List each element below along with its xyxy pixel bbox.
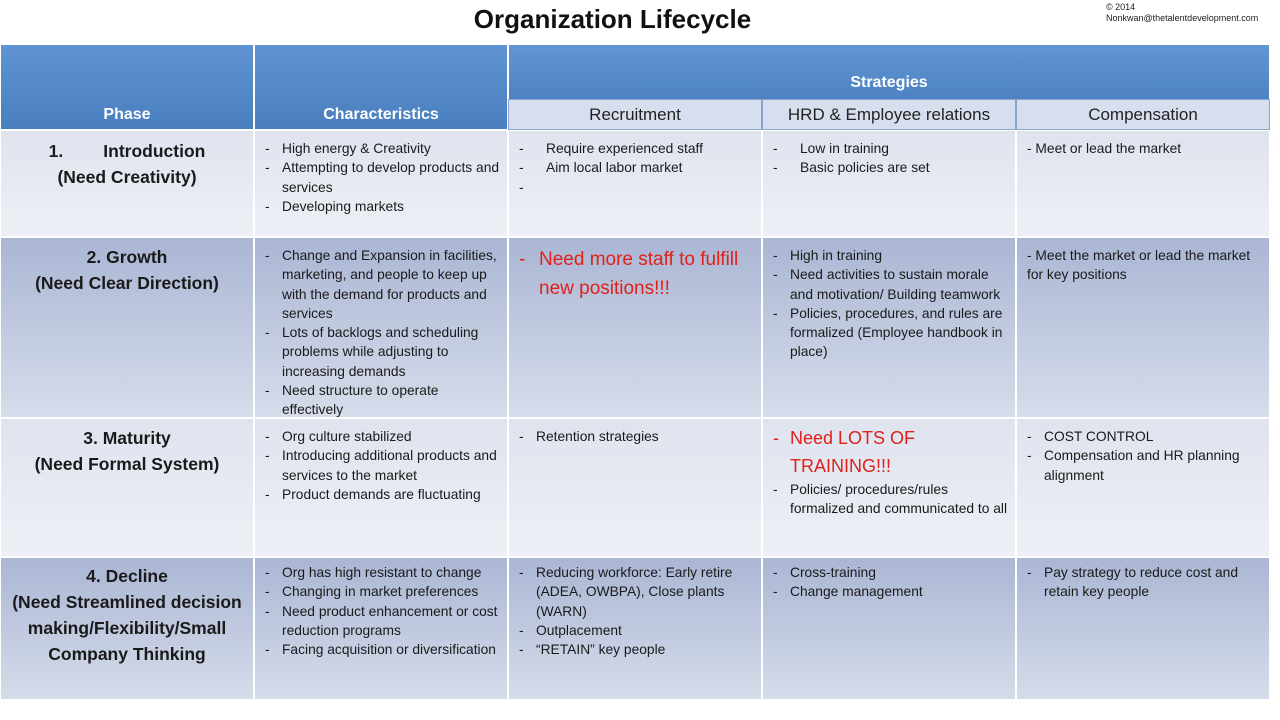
- header-recruitment: Recruitment: [508, 99, 762, 130]
- list-item: - Facing acquisition or diversification: [265, 640, 501, 659]
- recruitment-maturity: [508, 418, 762, 557]
- list-item: - Outplacement: [519, 621, 755, 640]
- hrd-maturity: [762, 418, 1016, 557]
- list-item: - Developing markets: [265, 197, 501, 216]
- list-item: - Changing in market preferences: [265, 582, 501, 601]
- list-item: - Low in training: [773, 139, 1009, 158]
- header-hrd: HRD & Employee relations: [762, 99, 1016, 130]
- phase-need: (Need Clear Direction): [35, 273, 219, 293]
- recruitment-introduction: [508, 130, 762, 237]
- list-item: - Change and Expansion in facilities, marketing, and people to keep up with the demand for products and services: [265, 246, 501, 323]
- author-email: Nonkwan@thetalentdevelopment.com: [1106, 13, 1259, 23]
- list-item: - Org culture stabilized: [265, 427, 501, 446]
- list-item: - COST CONTROL: [1027, 427, 1263, 446]
- compensation-introduction: - Meet or lead the market: [1016, 130, 1270, 237]
- phase-name: Introduction: [103, 141, 206, 161]
- compensation-maturity: [1016, 418, 1270, 557]
- list-item: - Introducing additional products and services to the market: [265, 446, 501, 485]
- compensation-growth: - Meet the market or lead the market for key positions: [1016, 237, 1270, 418]
- header-strategies: Strategies: [508, 44, 1270, 100]
- highlight-text: - Need LOTS OF TRAINING!!!: [773, 424, 1009, 480]
- phase-need: (Need Streamlined decision making/Flexibility/Small Company Thinking: [12, 592, 242, 664]
- list-item: - Need activities to sustain morale and motivation/ Building teamwork: [773, 265, 1009, 304]
- phase-need: (Need Formal System): [34, 454, 220, 474]
- list-item: - Attempting to develop products and services: [265, 158, 501, 197]
- phase-growth: [0, 237, 254, 418]
- characteristics-introduction: [254, 130, 508, 237]
- phase-name: 2. Growth: [86, 247, 168, 267]
- list-item: - Aim local labor market: [519, 158, 755, 177]
- list-item: - Compensation and HR planning alignment: [1027, 446, 1263, 485]
- phase-decline: [0, 557, 254, 700]
- list-item: - Require experienced staff: [519, 139, 755, 158]
- phase-number: 1.: [48, 141, 64, 161]
- phase-name: 3. Maturity: [83, 428, 171, 448]
- recruitment-decline: [508, 557, 762, 700]
- list-item: - Need product enhancement or cost reduction programs: [265, 602, 501, 641]
- list-item: - Retention strategies: [519, 427, 755, 446]
- phase-introduction: [0, 130, 254, 237]
- list-item: - Lots of backlogs and scheduling problems while adjusting to increasing demands: [265, 323, 501, 381]
- characteristics-maturity: [254, 418, 508, 557]
- list-item: - Basic policies are set: [773, 158, 1009, 177]
- compensation-decline: [1016, 557, 1270, 700]
- phase-name: 4. Decline: [86, 566, 168, 586]
- list-item: - Cross-training: [773, 563, 1009, 582]
- list-item: - High in training: [773, 246, 1009, 265]
- list-item: - Pay strategy to reduce cost and retain key people: [1027, 563, 1263, 602]
- header-characteristics: Characteristics: [254, 44, 508, 130]
- header-phase: Phase: [0, 44, 254, 130]
- list-item: - “RETAIN” key people: [519, 640, 755, 659]
- list-item: - High energy & Creativity: [265, 139, 501, 158]
- hrd-decline: [762, 557, 1016, 700]
- list-item: - Need structure to operate effectively: [265, 381, 501, 420]
- list-item: - Change management: [773, 582, 1009, 601]
- copyright-year: © 2014: [1106, 2, 1136, 12]
- list-item: - Reducing workforce: Early retire (ADEA, OWBPA), Close plants (WARN): [519, 563, 755, 621]
- list-item: - Org has high resistant to change: [265, 563, 501, 582]
- characteristics-growth: [254, 237, 508, 418]
- phase-need: (Need Creativity): [57, 167, 197, 187]
- recruitment-growth: [508, 237, 762, 418]
- page-title: Organization Lifecycle: [473, 4, 752, 34]
- characteristics-decline: [254, 557, 508, 700]
- list-item: - Policies, procedures, and rules are formalized (Employee handbook in place): [773, 304, 1009, 362]
- hrd-introduction: [762, 130, 1016, 237]
- header-compensation: Compensation: [1016, 99, 1270, 130]
- list-item: - Product demands are fluctuating: [265, 485, 501, 504]
- phase-maturity: [0, 418, 254, 557]
- highlight-text: - Need more staff to fulfill new positions!!!: [519, 245, 755, 303]
- list-item: - Policies/ procedures/rules formalized and communicated to all: [773, 480, 1009, 519]
- hrd-growth: [762, 237, 1016, 418]
